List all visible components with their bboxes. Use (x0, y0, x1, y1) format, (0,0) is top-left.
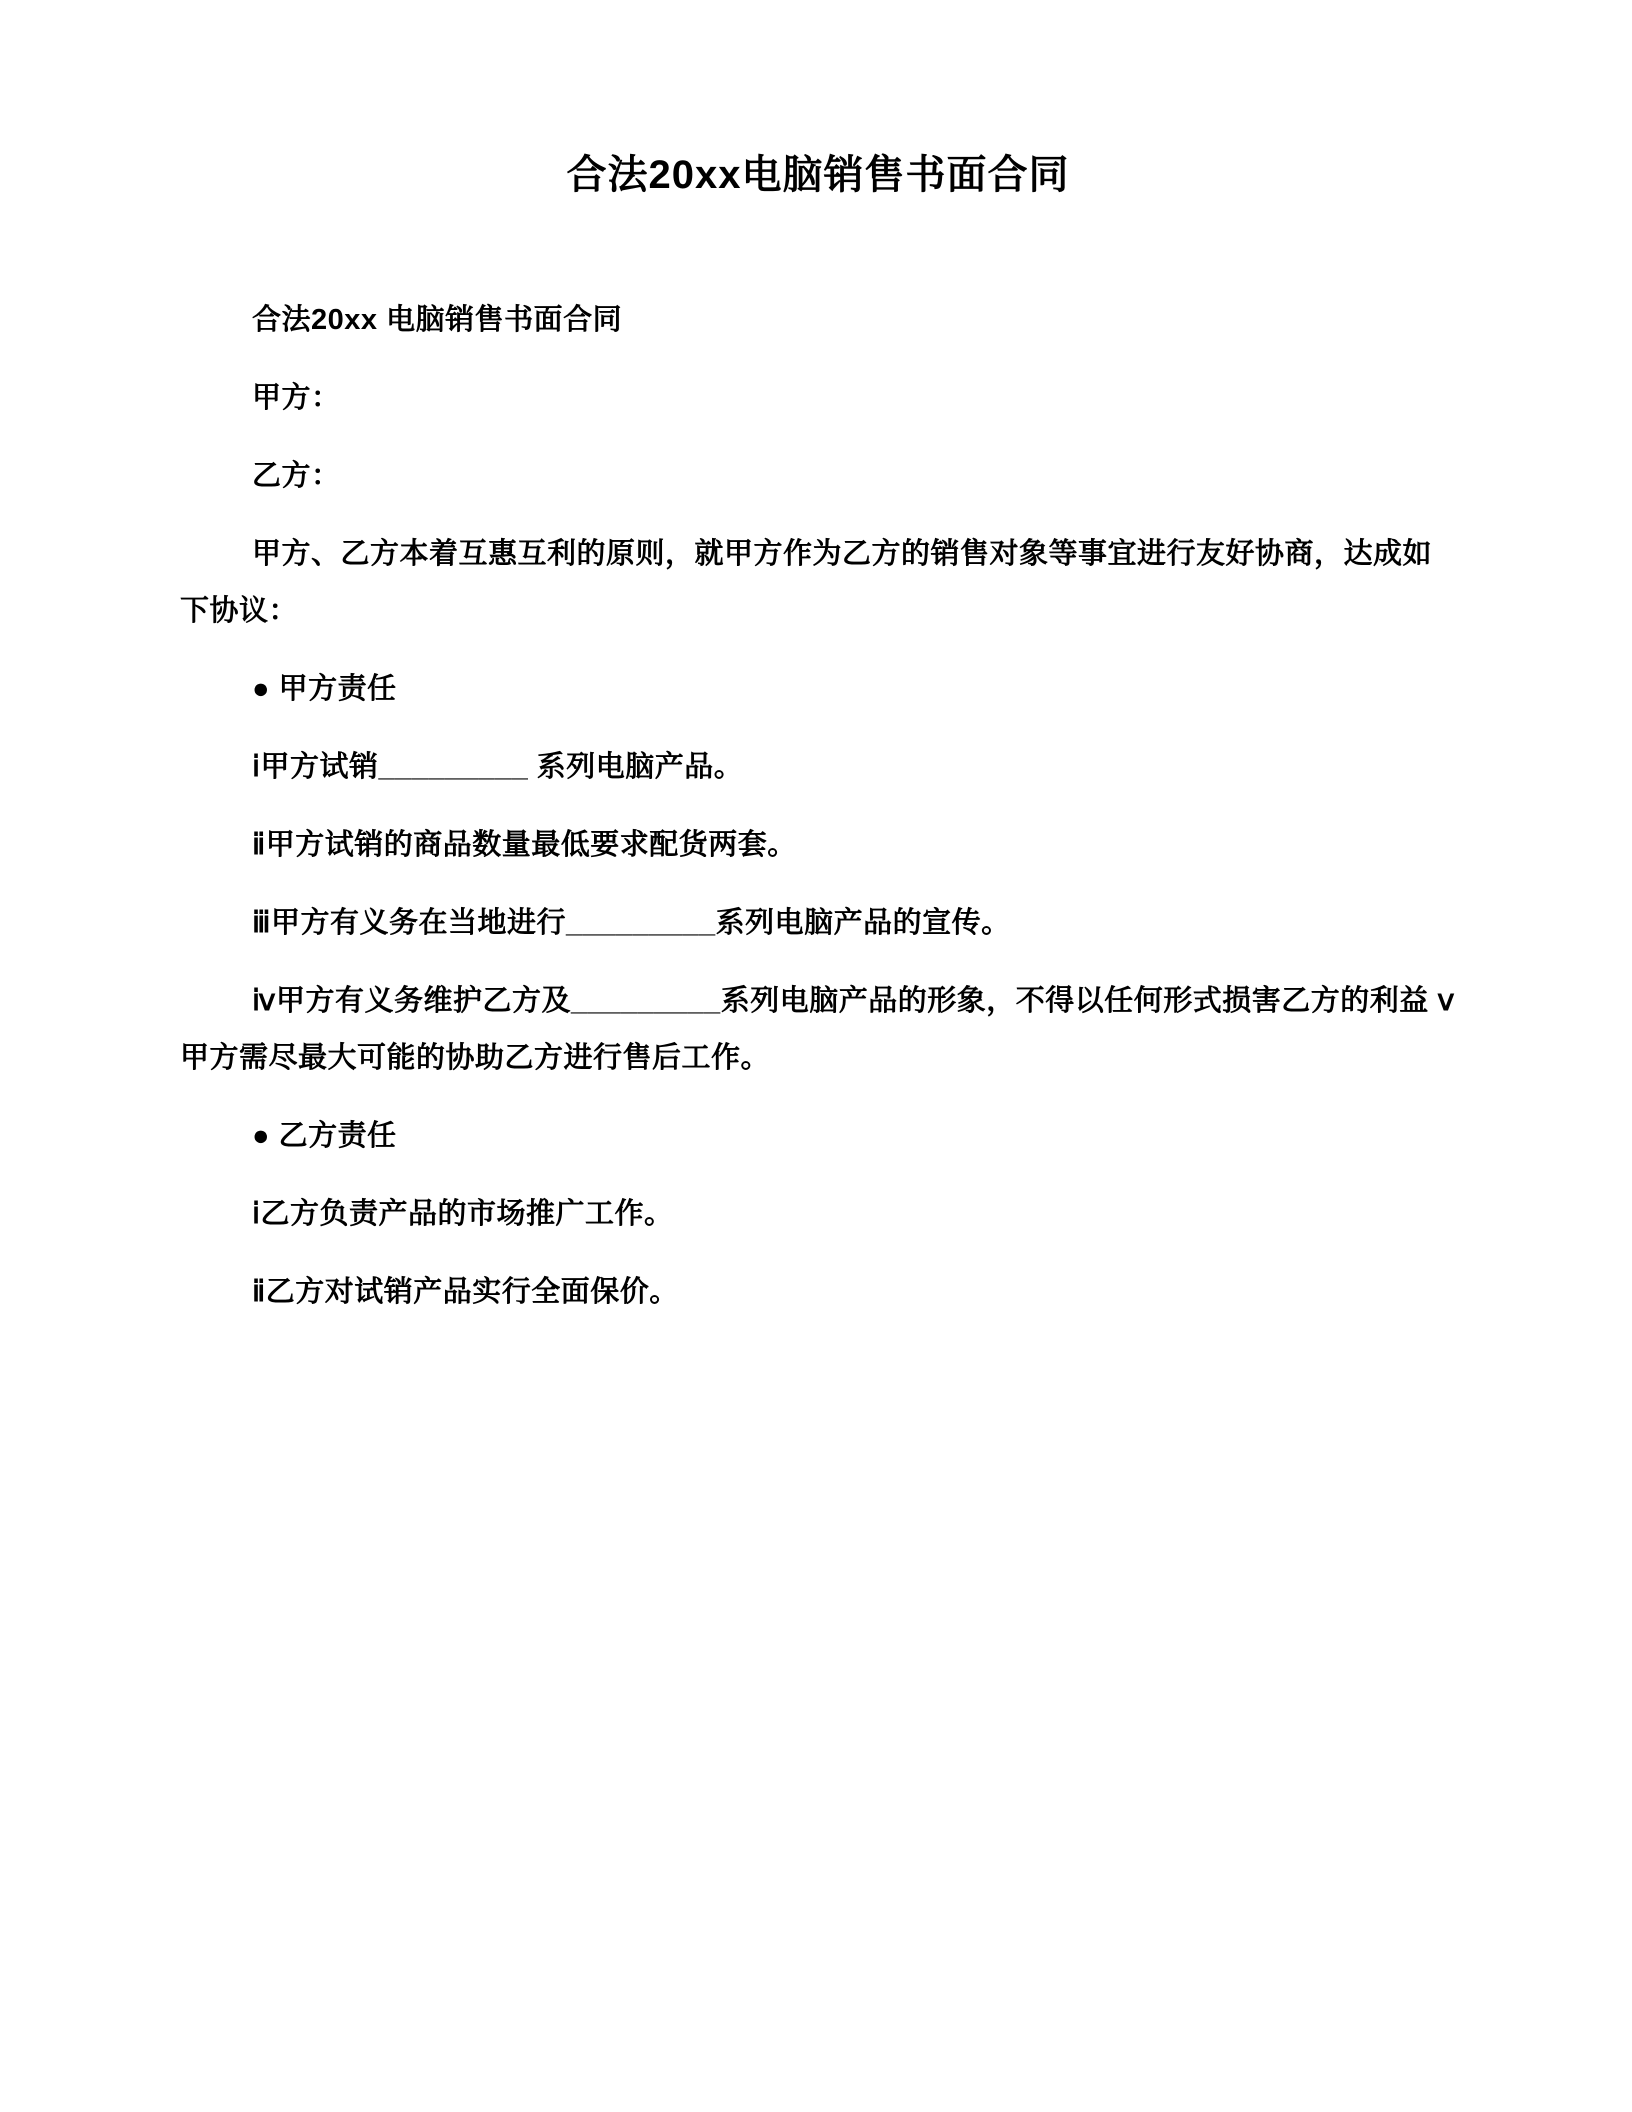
document-title: 合法20xx电脑销售书面合同 (566, 153, 1070, 197)
paragraph-duty-a-4-5: ⅳ甲方有义务维护乙方及_________系列电脑产品的形象，不得以任何形式损害乙方的利益 ⅴ甲方需尽最大可能的协助乙方进行售后工作。 (180, 985, 1455, 1074)
paragraph-party-b: 乙方： (252, 460, 341, 492)
paragraph-subtitle: 合法20xx 电脑销售书面合同 (252, 304, 623, 336)
paragraph-preamble: 甲方、乙方本着互惠互利的原则，就甲方作为乙方的销售对象等事宜进行友好协商，达成如下协议： (180, 538, 1433, 627)
section-heading-party-b-duties: ● 乙方责任 (252, 1120, 397, 1152)
paragraph-duty-a-3: ⅲ甲方有义务在当地进行_________系列电脑产品的宣传。 (252, 907, 1011, 939)
paragraph-duty-b-2: ⅱ乙方对试销产品实行全面保价。 (252, 1276, 679, 1308)
paragraph-duty-b-1: ⅰ乙方负责产品的市场推广工作。 (252, 1198, 674, 1230)
paragraph-party-a: 甲方： (252, 382, 341, 414)
paragraph-duty-a-1: ⅰ甲方试销_________ 系列电脑产品。 (252, 751, 744, 783)
section-heading-party-a-duties: ● 甲方责任 (252, 673, 397, 705)
paragraph-duty-a-2: ⅱ甲方试销的商品数量最低要求配货两套。 (252, 829, 797, 861)
